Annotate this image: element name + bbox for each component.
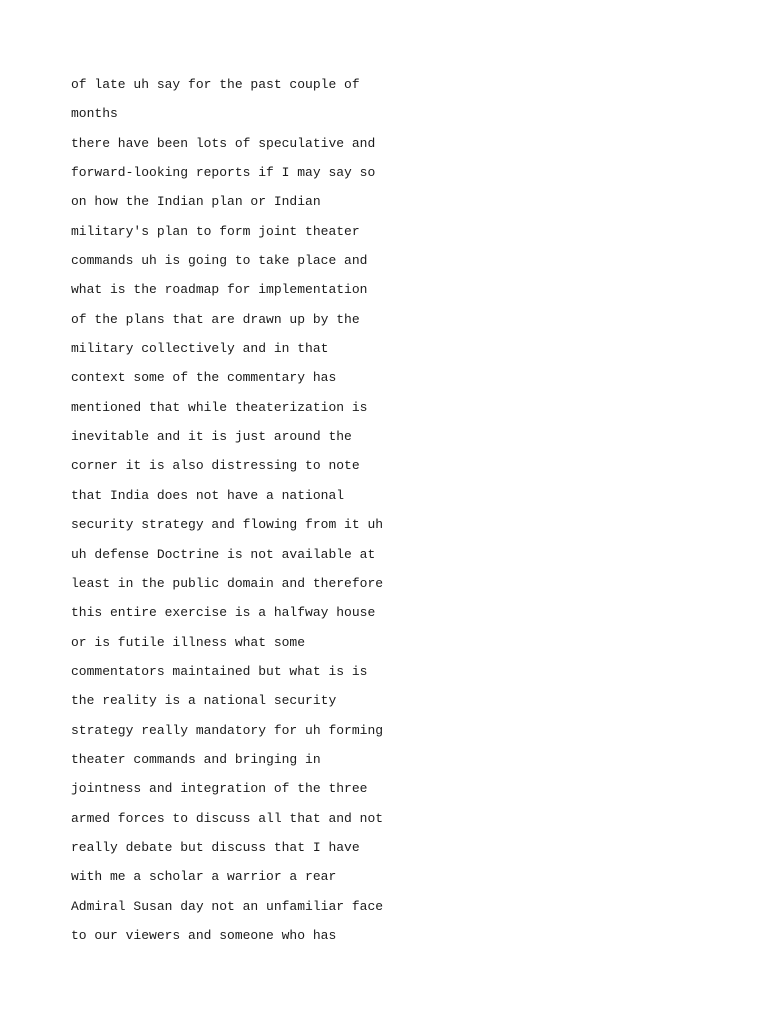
transcript-line: that India does not have a national <box>71 487 345 503</box>
transcript-line: mentioned that while theaterization is <box>71 399 368 415</box>
transcript-line: really debate but discuss that I have <box>71 839 360 855</box>
transcript-line: Admiral Susan day not an unfamiliar face <box>71 898 384 914</box>
transcript-line: commands uh is going to take place and <box>71 253 368 269</box>
transcript-line: of late uh say for the past couple of <box>71 77 360 92</box>
transcript-line: of the plans that are drawn up by the <box>71 311 360 327</box>
transcript-line: the reality is a national security <box>71 693 337 709</box>
transcript-text <box>71 70 383 950</box>
transcript-line: corner it is also distressing to note <box>71 458 360 474</box>
transcript-line: strategy really mandatory for uh forming <box>71 722 384 738</box>
transcript-line: inevitable and it is just around the <box>71 429 352 445</box>
transcript-line: least in the public domain and therefore <box>71 575 384 591</box>
transcript-line: jointness and integration of the three <box>71 781 368 797</box>
transcript-line: uh defense Doctrine is not available at <box>71 546 376 562</box>
transcript-line: forward-looking reports if I may say so <box>71 165 376 181</box>
transcript-line: theater commands and bringing in <box>71 751 321 767</box>
transcript-line: security strategy and flowing from it uh <box>71 517 384 533</box>
transcript-line: this entire exercise is a halfway house <box>71 605 376 621</box>
transcript-line: on how the Indian plan or Indian <box>71 194 321 210</box>
transcript-line: to our viewers and someone who has <box>71 927 337 943</box>
transcript-line: context some of the commentary has <box>71 370 337 386</box>
transcript-line: armed forces to discuss all that and not <box>71 810 384 826</box>
transcript-line: military collectively and in that <box>71 341 329 357</box>
transcript-line: commentators maintained but what is is <box>71 663 368 679</box>
transcript-line: military's plan to form joint theater <box>71 223 360 239</box>
transcript-line: with me a scholar a warrior a rear <box>71 869 337 885</box>
transcript-line: or is futile illness what some <box>71 634 306 650</box>
transcript-line: what is the roadmap for implementation <box>71 282 368 298</box>
transcript-line: there have been lots of speculative and <box>71 135 376 151</box>
transcript-line: months <box>71 106 118 122</box>
